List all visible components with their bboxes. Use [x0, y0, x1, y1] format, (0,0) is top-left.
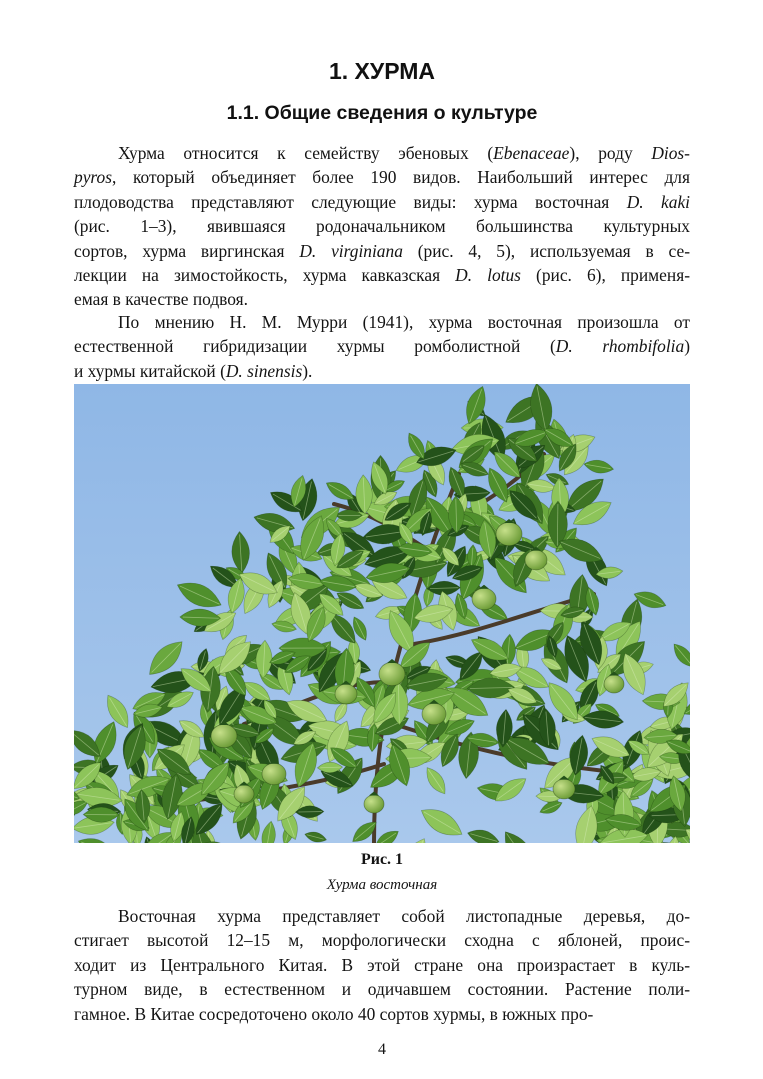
- text-run: естественной гибридизации хурмы ромболистной (: [74, 336, 556, 357]
- latin-name: D. kaki: [626, 191, 690, 212]
- text-line: [74, 190, 690, 214]
- persimmon-fruit: [496, 522, 522, 545]
- text-run: емая в качестве подвоя.: [74, 289, 248, 310]
- persimmon-fruit: [234, 785, 254, 803]
- text-line: [74, 141, 690, 165]
- text-run: стигает высотой 12–15 м, морфологически сходна с яблоней, проис-: [74, 930, 690, 951]
- text-line: [74, 904, 690, 928]
- persimmon-fruit: [335, 684, 357, 704]
- figure-label: Рис. 1: [360, 851, 404, 868]
- persimmon-fruit: [379, 662, 405, 685]
- latin-name: Ebenaceae: [493, 143, 570, 163]
- page-number: 4: [378, 1041, 386, 1058]
- text-run: лекции на зимостойкость, хурма кавказская: [74, 264, 456, 285]
- text-line: [74, 953, 690, 977]
- persimmon-fruit: [553, 779, 575, 799]
- persimmon-fruit: [422, 703, 446, 725]
- text-run: турном виде, в естественном и одичавшем состоянии. Растение поли-: [74, 979, 690, 1000]
- paragraph-origin: [74, 310, 690, 383]
- text-run: плодоводства представляют следующие виды: хурма восточная: [74, 191, 627, 212]
- text-run: сортов, хурма виргинская: [74, 240, 300, 261]
- text-run: ходит из Центрального Китая. В этой стране она произрастает в куль-: [74, 954, 690, 975]
- text-run: (рис. 4, 5), используемая в се-: [402, 240, 690, 261]
- paragraph-taxonomy: [74, 141, 690, 312]
- text-run: ), роду: [569, 143, 652, 163]
- text-line: [74, 239, 690, 263]
- text-run: , который объединяет более 190 видов. Наибольший интерес для: [112, 167, 690, 188]
- persimmon-fruit: [472, 588, 496, 610]
- latin-name: D. rhombifolia: [555, 336, 685, 357]
- text-run: (рис. 1–3), явившаяся родоначальником большинства культурных: [74, 216, 690, 237]
- text-line: [74, 359, 690, 383]
- text-run: Хурма относится к семейству эбеновых (: [118, 143, 494, 163]
- section-title: 1.1. Общие сведения о культуре: [226, 102, 538, 124]
- text-run: гамное. В Китае сосредоточено около 40 сортов хурмы, в южных про-: [74, 1003, 594, 1024]
- chapter-title: 1. ХУРМА: [328, 58, 436, 84]
- persimmon-fruit: [262, 763, 286, 785]
- text-run: По мнению Н. М. Мурри (1941), хурма восточная произошла от: [118, 312, 690, 332]
- text-line: [74, 214, 690, 238]
- persimmon-fruit: [364, 795, 384, 813]
- text-run: (рис. 6), применя-: [520, 264, 691, 285]
- text-line: [74, 928, 690, 952]
- text-line: [74, 287, 690, 311]
- text-line: [74, 165, 690, 189]
- persimmon-fruit: [525, 550, 547, 570]
- persimmon-tree-photo: [74, 384, 690, 843]
- figure-caption: Хурма восточная: [326, 877, 438, 893]
- text-run: ).: [302, 360, 313, 381]
- latin-name: pyros: [74, 167, 112, 188]
- latin-name: Dios-: [651, 143, 690, 163]
- persimmon-fruit: [604, 675, 624, 693]
- text-line: [74, 977, 690, 1001]
- text-line: [74, 334, 690, 358]
- text-run: ): [684, 336, 690, 357]
- latin-name: D. lotus: [455, 264, 521, 285]
- text-line: [74, 310, 690, 334]
- latin-name: D. sinensis: [225, 360, 303, 381]
- paragraph-description: [74, 904, 690, 1026]
- text-run: и хурмы китайской (: [74, 360, 226, 381]
- persimmon-fruit: [211, 724, 237, 747]
- latin-name: D. virginiana: [299, 240, 403, 261]
- text-run: Восточная хурма представляет собой листопадные деревья, до-: [118, 906, 690, 926]
- text-line: [74, 1002, 690, 1026]
- text-line: [74, 263, 690, 287]
